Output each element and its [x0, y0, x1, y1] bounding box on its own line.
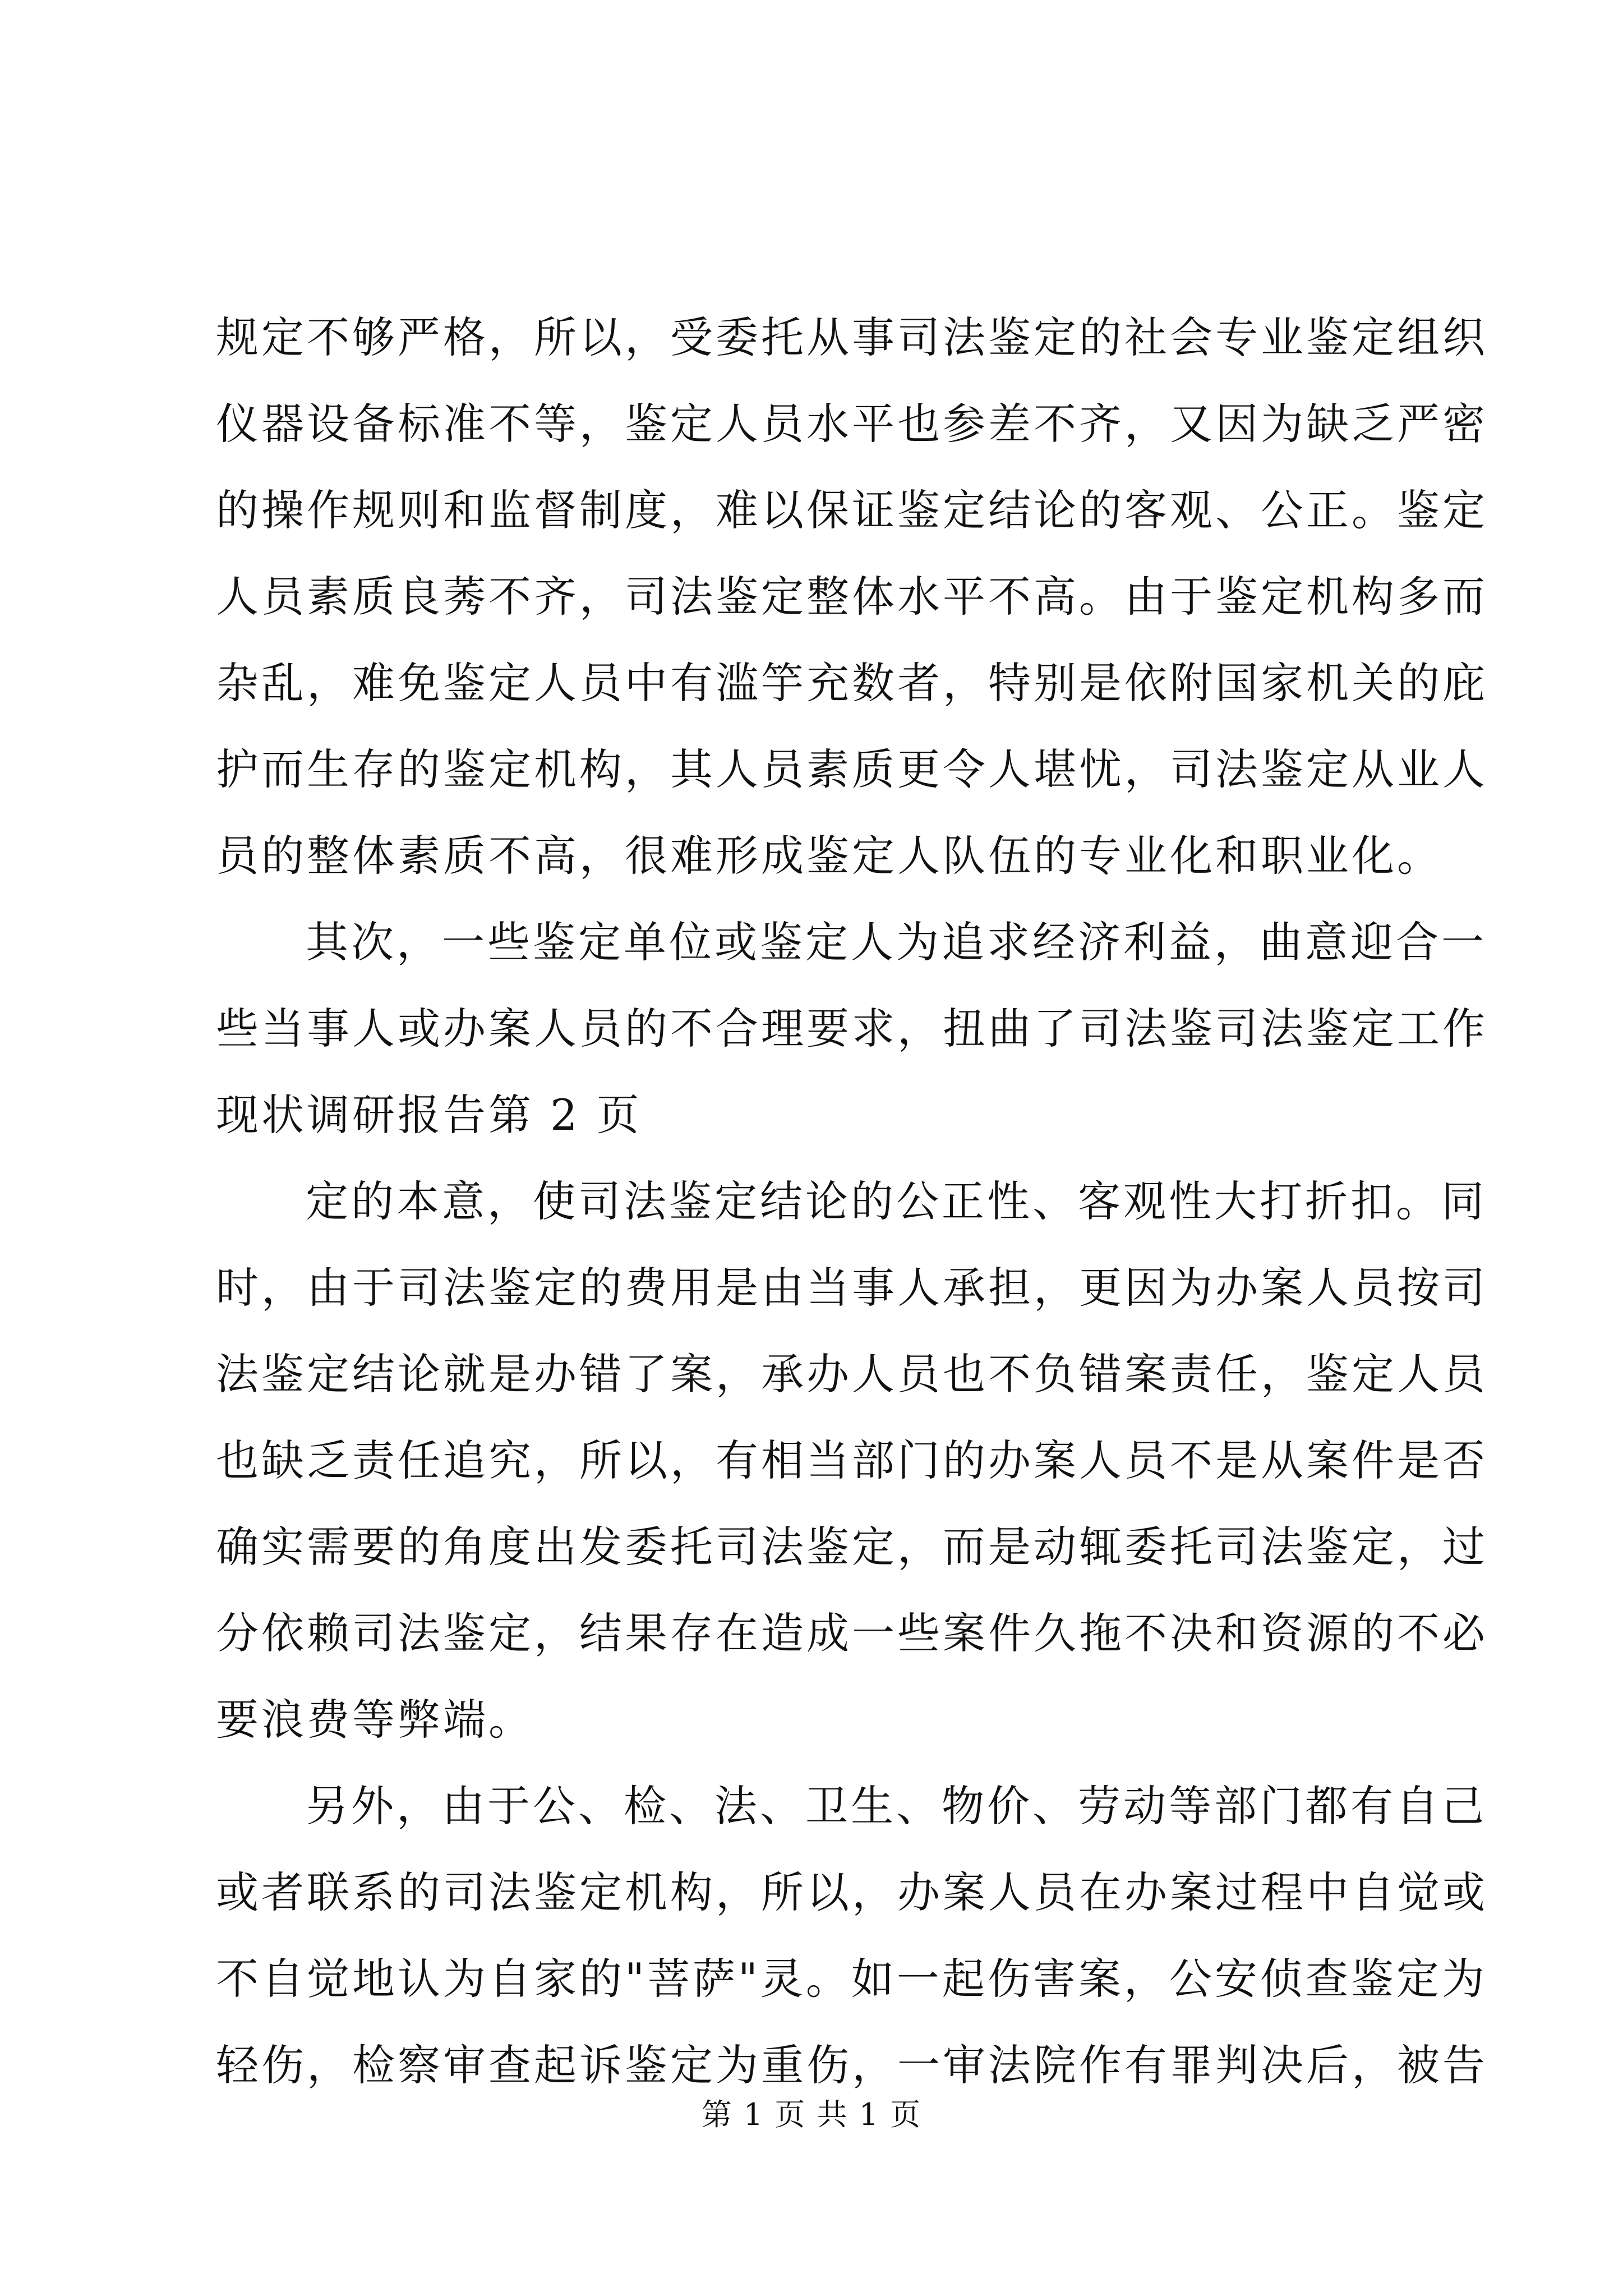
text-line: 定的本意，使司法鉴定结论的公正性、客观性大打折扣。同	[306, 1176, 1487, 1226]
page-footer	[0, 2095, 1623, 2134]
text-line: 法鉴定结论就是办错了案，承办人员也不负错案责任，鉴定人员	[216, 1349, 1488, 1399]
text-line: 规定不够严格，所以，受委托从事司法鉴定的社会专业鉴定组织	[216, 312, 1488, 362]
text-line: 或者联系的司法鉴定机构，所以，办案人员在办案过程中自觉或	[216, 1867, 1488, 1917]
text-line: 确实需要的角度出发委托司法鉴定，而是动辄委托司法鉴定，过	[216, 1522, 1488, 1572]
text-line: 现状调研报告第 2 页	[216, 1090, 642, 1140]
text-line: 员的整体素质不高，很难形成鉴定人队伍的专业化和职业化。	[216, 831, 1442, 881]
text-line: 另外，由于公、检、法、卫生、物价、劳动等部门都有自己	[306, 1781, 1487, 1831]
text-line: 的操作规则和监督制度，难以保证鉴定结论的客观、公正。鉴定	[216, 485, 1488, 535]
text-line: 也缺乏责任追究，所以，有相当部门的办案人员不是从案件是否	[216, 1435, 1488, 1485]
page-number-label: 第 1 页 共 1 页	[701, 2097, 922, 2132]
text-line: 杂乱，难免鉴定人员中有滥竽充数者，特别是依附国家机关的庇	[216, 658, 1488, 708]
text-line: 不自觉地认为自家的"菩萨"灵。如一起伤害案，公安侦查鉴定为	[216, 1954, 1487, 2004]
text-line: 其次，一些鉴定单位或鉴定人为追求经济利益，曲意迎合一	[306, 917, 1487, 967]
text-line: 人员素质良莠不齐，司法鉴定整体水平不高。由于鉴定机构多而	[216, 572, 1488, 622]
text-line: 仪器设备标准不等，鉴定人员水平也参差不齐，又因为缺乏严密	[216, 399, 1488, 449]
text-line: 些当事人或办案人员的不合理要求，扭曲了司法鉴司法鉴定工作	[216, 1004, 1488, 1053]
paragraph-2	[216, 899, 1488, 1158]
text-line: 分依赖司法鉴定，结果存在造成一些案件久拖不决和资源的不必	[216, 1608, 1488, 1658]
document-body	[216, 295, 1488, 2109]
paragraph-4	[216, 1763, 1488, 2109]
text-line: 轻伤，检察审查起诉鉴定为重伤，一审法院作有罪判决后，被告	[216, 2040, 1488, 2090]
text-line: 要浪费等弊端。	[216, 1695, 534, 1745]
paragraph-1	[216, 295, 1488, 899]
paragraph-3	[216, 1158, 1488, 1763]
text-line: 护而生存的鉴定机构，其人员素质更令人堪忧，司法鉴定从业人	[216, 744, 1488, 794]
text-line: 时，由于司法鉴定的费用是由当事人承担，更因为办案人员按司	[216, 1263, 1488, 1313]
